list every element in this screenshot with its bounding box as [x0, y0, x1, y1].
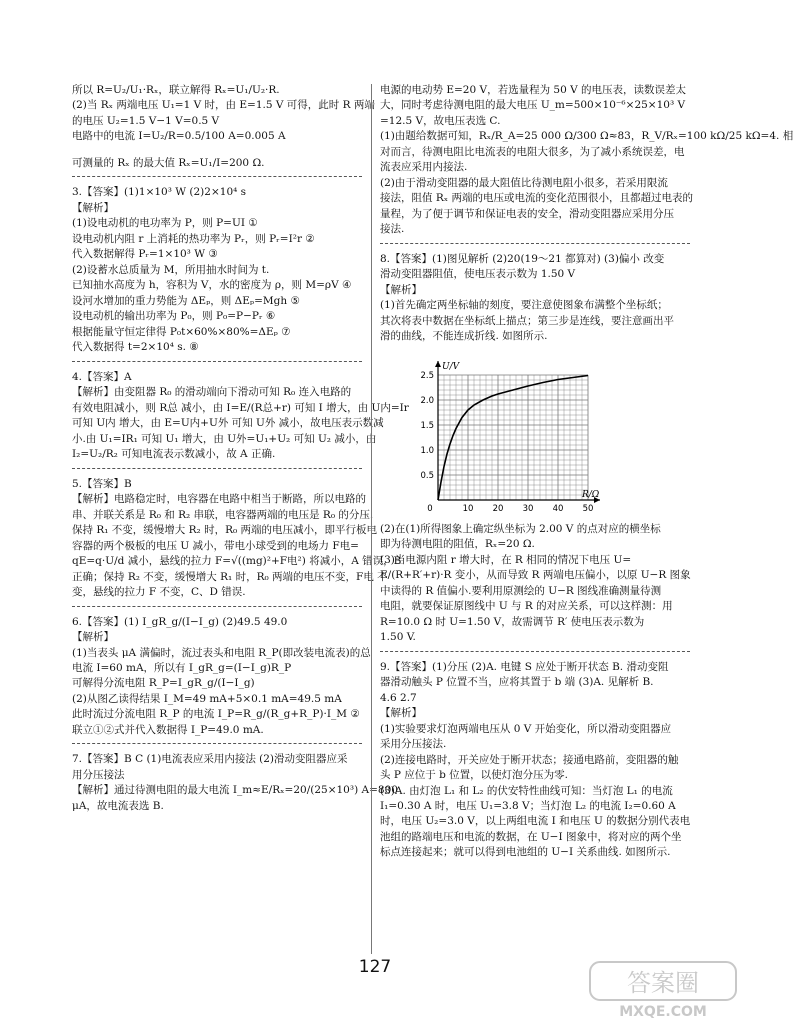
- text-line: (3)当电源内阻 r 增大时，在 R 相同的情况下电压 U=: [380, 553, 632, 566]
- watermark-top: 答案圈: [627, 969, 699, 997]
- text-line: (1)当表头 μA 满偏时，流过表头和电阻 R_P(即改装电流表)的总: [72, 646, 371, 659]
- text-line: 可测量的 Rₓ 的最大值 Rₓ=U₁/I=200 Ω.: [72, 156, 265, 169]
- text-line: 6.【答案】(1) I_gR_g/(I−I_g) (2)49.5 49.0: [72, 615, 288, 628]
- section-divider: [72, 361, 362, 362]
- text-line: 【解析】由变阻器 R₀ 的滑动端向下滑动可知 R₀ 连入电路的: [72, 386, 352, 399]
- watermark-logo: [588, 960, 738, 1020]
- text-line: 设河水增加的重力势能为 ΔEₚ，则 ΔEₚ=Mgh ⑤: [72, 294, 300, 307]
- text-line: 电阻，就要保证原图线中 U 与 R 的对应关系，可以这样测：用: [380, 600, 673, 613]
- text-line: 采用分压接法.: [380, 738, 447, 751]
- y-axis-arrow: [435, 361, 441, 367]
- text-line: 设电动机内阻 r 上消耗的热功率为 Pᵣ，则 Pᵣ=I²r ②: [72, 232, 315, 245]
- text-line: 时，电压 U₂=3.0 V，以上两组电流 I 和电压 U 的数据分别代表电: [380, 815, 691, 828]
- text-line: 【解析】通过待测电阻的最大电流 I_m≈E/Rₓ=20/(25×10³) A=800: [72, 784, 398, 797]
- spacer: [72, 145, 362, 155]
- text-line: 【解析】: [380, 707, 422, 720]
- section-divider: [72, 176, 362, 177]
- watermark-bottom: MXQE.COM: [619, 1004, 707, 1020]
- y-tick-label: 2.5: [420, 370, 434, 381]
- x-tick-label: 30: [522, 503, 534, 514]
- section-divider: [380, 243, 690, 244]
- text-line: R=10.0 Ω 时 U=1.50 V，故需调节 R′ 使电压表示数为: [380, 615, 645, 628]
- text-line: 流表应采用内接法.: [380, 161, 468, 174]
- text-line: (2)在(1)所得图象上确定纵坐标为 2.00 V 的点对应的横坐标: [380, 522, 661, 535]
- y-axis-label: U/V: [442, 361, 460, 372]
- text-line: =12.5 V，故电压表选 C.: [380, 114, 501, 127]
- text-line: 可解得分流电阻 R_P=I_gR_g/(I−I_g): [72, 677, 255, 690]
- text-line: E/(R+R′+r)·R 变小，从而导致 R 两端电压偏小，以原 U−R 图象: [380, 569, 691, 582]
- text-line: 代入数据得 t=2×10⁴ s. ⑧: [72, 341, 199, 354]
- text-line: 容器的两个极板的电压 U 减小，带电小球受到的电场力 F电=: [72, 539, 359, 552]
- x-tick-label: 50: [582, 503, 594, 514]
- text-line: 【解析】: [72, 631, 114, 644]
- text-line: (1)实验要求灯泡两端电压从 0 V 开始变化，所以滑动变阻器应: [380, 722, 672, 735]
- text-line: (1)首先确定两坐标轴的刻度，要注意使图象布满整个坐标纸；: [380, 299, 668, 312]
- text-line: 池组的路端电压和电流的数据，在 U−I 图象中，将对应的两个坐: [380, 830, 682, 843]
- y-tick-label: 0.5: [420, 470, 434, 481]
- text-line: 【解析】: [380, 283, 422, 296]
- text-line: 3.【答案】(1)1×10³ W (2)2×10⁴ s: [72, 186, 247, 199]
- text-line: 滑的曲线，不能连成折线. 如图所示.: [380, 330, 548, 343]
- y-tick-label: 1.0: [420, 445, 434, 456]
- section-divider: [72, 468, 362, 469]
- text-line: 联立①②式并代入数据得 I_P=49.0 mA.: [72, 723, 264, 736]
- text-line: 【解析】: [72, 201, 114, 214]
- text-line: 电源的电动势 E=20 V，若选量程为 50 V 的电压表，读数误差太: [380, 84, 687, 96]
- text-line: 所以 R=U₂/U₁·Rₓ，联立解得 Rₓ=U₁/U₂·R.: [72, 84, 280, 96]
- text-line: I₂=U₂/R₂ 可知电流表示数减小，故 A 正确.: [72, 448, 276, 461]
- text-line: 小.由 U₁=IR₁ 可知 U₁ 增大，由 U外=U₁+U₂ 可知 U₂ 减小，由: [72, 432, 377, 445]
- text-line: 对而言，待测电阻比电流表的电阻大很多，为了减小系统误差，电: [380, 145, 685, 158]
- y-tick-label: 1.5: [420, 420, 434, 431]
- u-r-graph: [406, 350, 606, 518]
- x-tick-label: 10: [462, 503, 474, 514]
- data-curve: [438, 375, 588, 500]
- text-line: (2)从图乙读得结果 I_M=49 mA+5×0.1 mA=49.5 mA: [72, 692, 342, 705]
- section-divider: [72, 743, 362, 744]
- text-line: 有效电阻减小，则 R总 减小，由 I=E/(R总+r) 可知 I 增大，由 U内=Ir: [72, 401, 409, 414]
- text-line: 1.50 V.: [380, 631, 416, 644]
- text-line: 5.【答案】B: [72, 477, 132, 490]
- text-line: (1)设电动机的电功率为 P，则 P=UI ①: [72, 217, 258, 230]
- text-line: 即为待测电阻的阻值，Rₓ=20 Ω.: [380, 538, 535, 551]
- section-divider: [380, 651, 690, 652]
- text-line: 已知抽水高度为 h，容积为 V，水的密度为 ρ，则 M=ρV ④: [72, 279, 352, 292]
- right-column: [380, 82, 793, 861]
- right-column-bottom: [380, 522, 690, 860]
- text-line: 4.【答案】A: [72, 370, 132, 383]
- right-column-top: [380, 83, 793, 344]
- text-line: 头 P 应位于 b 位置，以使灯泡分压为零.: [380, 769, 568, 782]
- text-line: 变，悬线的拉力 F 不变，C、D 错误.: [72, 586, 246, 599]
- text-line: 根据能量守恒定律得 P₀t×60%×80%=ΔEₚ ⑦: [72, 325, 291, 338]
- text-line: (2)连接电路时，开关应处于断开状态；接通电路前，变阻器的触: [380, 753, 679, 766]
- text-line: μA，故电流表选 B.: [72, 799, 164, 812]
- text-line: 中读得的 R 值偏小.要利用原测绘的 U−R 图线准确测量待测: [380, 584, 662, 597]
- text-line: 量程，为了便于调节和保证电表的安全，滑动变阻器应采用分压: [380, 207, 674, 220]
- text-line: 可知 U内 增大，由 E=U内+U外 可知 U外 减小，故电压表示数减: [72, 417, 384, 430]
- text-line: 接法，阻值 Rₓ 两端的电压或电流的变化范围很小，且都超过电表的: [380, 192, 694, 205]
- section-divider: [72, 606, 362, 607]
- x-tick-label: 20: [492, 503, 504, 514]
- page-number: 127: [358, 957, 392, 977]
- text-line: (3)A. 由灯泡 L₁ 和 L₂ 的伏安特性曲线可知：当灯泡 L₁ 的电流: [380, 784, 673, 797]
- text-line: (2)设蓄水总质量为 M，所用抽水时间为 t.: [72, 263, 270, 276]
- x-tick-label: 0: [427, 503, 433, 514]
- text-line: 8.【答案】(1)图见解析 (2)20(19～21 都算对) (3)偏小 改变: [380, 252, 665, 265]
- text-line: qE=q·U/d 减小，悬线的拉力 F=√((mg)²+F电²) 将减小，A 错误，B: [72, 555, 402, 568]
- text-line: 7.【答案】B C (1)电流表应采用内接法 (2)滑动变阻器应采: [72, 753, 348, 766]
- text-line: 此时流过分流电阻 R_P 的电流 I_P=R_g/(R_g+R_P)·I_M ②: [72, 708, 360, 721]
- text-line: 标点连接起来；就可以得到电池组的 U−I 关系曲线. 如图所示.: [380, 846, 671, 859]
- text-line: 其次将表中数据在坐标纸上描点；第三步是连线，要注意画出平: [380, 314, 674, 327]
- x-axis-label: R/Ω: [582, 489, 600, 500]
- text-line: 代入数据解得 Pᵣ=1×10³ W ③: [72, 248, 218, 261]
- text-line: (2)由于滑动变阻器的最大阻值比待测电阻小很多，若采用限流: [380, 176, 668, 189]
- text-line: 串、并联关系是 R₀ 和 R₂ 串联，电容器两端的电压是 R₀ 的分压.: [72, 508, 374, 521]
- text-line: 电路中的电流 I=U₂/R=0.5/100 A=0.005 A: [72, 130, 286, 143]
- text-line: 9.【答案】(1)分压 (2)A. 电键 S 应处于断开状态 B. 滑动变阻: [380, 660, 669, 673]
- text-line: 大，同时考虑待测电阻的最大电压 U_m=500×10⁻⁶×25×10³ V: [380, 99, 686, 112]
- text-line: 滑动变阻器阻值，使电压表示数为 1.50 V: [380, 268, 576, 281]
- text-line: (2)当 Rₓ 两端电压 U₁=1 V 时，由 E=1.5 V 可得，此时 R 两端: [72, 99, 375, 112]
- text-line: 电流 I=60 mA，所以有 I_gR_g=(I−I_g)R_P: [72, 661, 292, 674]
- text-line: 接法.: [380, 223, 405, 236]
- text-line: 【解析】电路稳定时，电容器在电路中相当于断路，所以电路的: [72, 493, 366, 506]
- text-line: (1)由题给数据可知，Rₓ/R_A=25 000 Ω/300 Ω≈83，R_V/Rₓ=100 kΩ/25 kΩ=4. 相: [380, 130, 793, 143]
- text-line: 用分压接法: [72, 768, 125, 781]
- text-line: 保持 R₁ 不变，缓慢增大 R₂ 时，R₀ 两端的电压减小，即平行板电: [72, 524, 378, 537]
- y-tick-label: 2.0: [420, 395, 434, 406]
- text-line: 器滑动触头 P 位置不当，应将其置于 b 端 (3)A. 见解析 B.: [380, 676, 654, 689]
- text-line: 4.6 2.7: [380, 691, 417, 704]
- text-line: 的电压 U₂=1.5 V−1 V=0.5 V: [72, 114, 220, 127]
- text-line: 设电动机的输出功率为 P₀，则 P₀=P−Pᵣ ⑥: [72, 310, 276, 323]
- text-line: I₁=0.30 A 时，电压 U₁=3.8 V；当灯泡 L₂ 的电流 I₂=0.60 A: [380, 799, 676, 812]
- text-line: 正确；保持 R₂ 不变，缓慢增大 R₁ 时，R₀ 两端的电压不变，F电 不: [72, 570, 388, 583]
- x-tick-label: 40: [552, 503, 564, 514]
- column-divider: [371, 84, 372, 954]
